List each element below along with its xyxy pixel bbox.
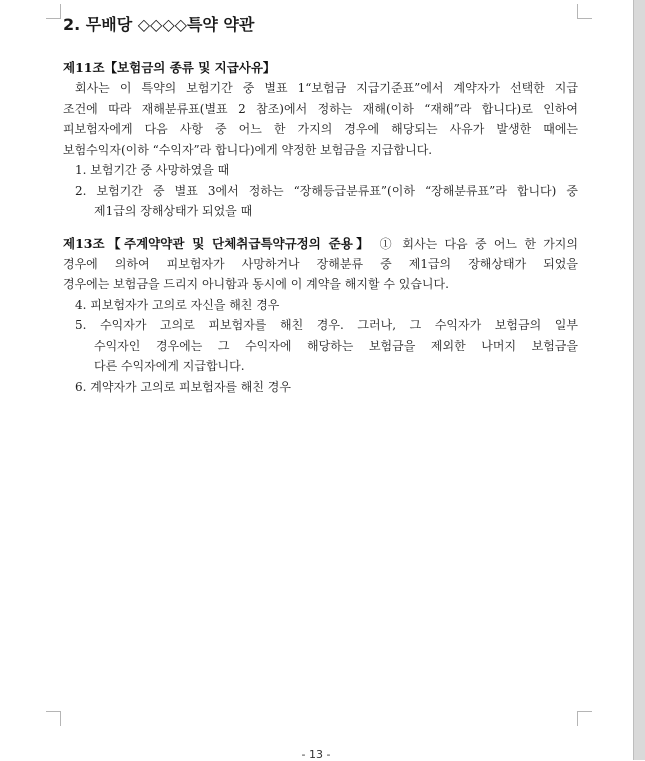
article-11-heading: 제11조【보험금의 종류 및 지급사유】 (63, 60, 276, 75)
article-11-item-1: 1. 보험기간 중 사망하였을 때 (75, 163, 230, 177)
article-13-item-5-line-2: 수익자인 경우에는 그 수익자에 해당하는 보험금을 제외한 나머지 보험금을 (94, 338, 578, 353)
article-11-line-4: 보험수익자(이하 “수익자”라 합니다)에게 약정한 보험금을 지급합니다. (63, 142, 433, 157)
article-13-item-5-line-3: 다른 수익자에게 지급합니다. (94, 359, 245, 373)
page-number: - 13 - (301, 748, 331, 761)
article-13-item-6: 6. 계약자가 고의로 피보험자를 해친 경우 (75, 379, 291, 394)
article-11-line-3: 피보험자에게 다음 사항 중 어느 한 가지의 경우에 해당되는 사유가 발생한 때에는 (63, 122, 578, 136)
article-13-heading-tail: ① 회사는 다음 중 어느 한 가지의 (372, 236, 578, 251)
article-13-item-5-line-1: 5. 수익자가 고의로 피보험자를 해친 경우. 그러나, 그 수익자가 보험금의 일부 (75, 318, 578, 332)
article-11-item-2-line-1: 2. 보험기간 중 별표 3에서 정하는 “장해등급분류표”(이하 “장해분류표”라 합니다) 중 (75, 183, 578, 198)
article-13-line-3: 경우에는 보험금을 드리지 아니함과 동시에 이 계약을 해지할 수 있습니다. (63, 277, 449, 291)
window-gutter (633, 0, 645, 760)
crop-mark-bottom-left (46, 711, 61, 726)
article-13-item-4: 4. 피보험자가 고의로 자신을 해친 경우 (75, 297, 280, 312)
crop-mark-top-left (46, 4, 61, 19)
document-title: 2. 무배당 ◇◇◇◇특약 약관 (63, 15, 255, 34)
crop-mark-bottom-right (577, 711, 592, 726)
article-11-line-2: 조건에 따라 재해분류표(별표 2 참조)에서 정하는 재해(이하 “재해”라 합니다)로 인하여 (63, 101, 578, 116)
page-content (63, 12, 578, 397)
crop-mark-top-right (577, 4, 592, 19)
article-11-item-2-line-2: 제1급의 장해상태가 되었을 때 (94, 204, 253, 218)
article-13-line-2: 경우에 의하여 피보험자가 사망하거나 장해분류 중 제1급의 장해상태가 되었을 (63, 256, 578, 271)
article-13-first-line (63, 234, 578, 254)
article-11-line-1: 회사는 이 특약의 보험기간 중 별표 1“보험금 지급기준표”에서 계약자가 선택한 지급 (75, 81, 578, 95)
article-13-heading: 제13조【주계약약관 및 단체취급특약규정의 준용】 (63, 235, 373, 251)
